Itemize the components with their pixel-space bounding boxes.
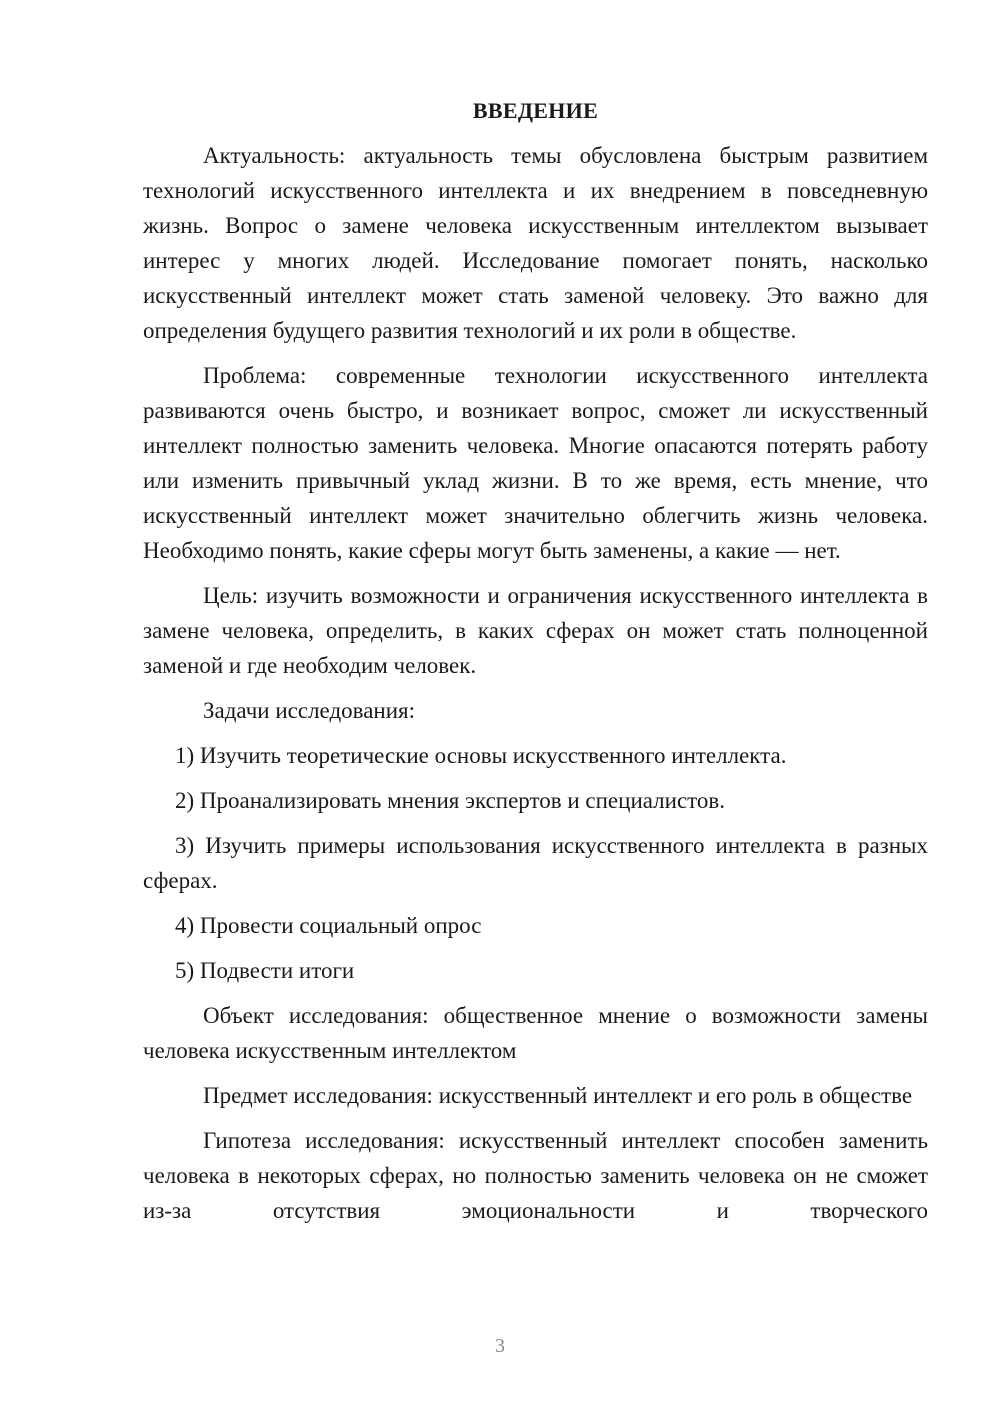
task-item-3: 3) Изучить примеры использования искусственного интеллекта в разных сферах. xyxy=(143,833,928,893)
problem-paragraph: Проблема: современные технологии искусственного интеллекта развиваются очень быстро, и возникает вопрос, сможет ли искусственный интеллект полностью заменить человека. Многие опасаются потерять работу или изменить привычный уклад жизни. В то же время, есть мнение, что искусственный интеллект может значительно облегчить жизнь человека. Необходимо понять, какие сферы могут быть заменены, а какие — нет. xyxy=(143,363,928,563)
task-item-5: 5) Подвести итоги xyxy=(175,958,355,983)
hypothesis-paragraph: Гипотеза исследования: искусственный интеллект способен заменить человека в некоторых сферах, но полностью заменить человека он не сможет из-за отсутствия эмоциональности и творческого xyxy=(143,1128,928,1223)
subject-paragraph: Предмет исследования: искусственный интеллект и его роль в обществе xyxy=(203,1083,913,1108)
relevance-paragraph: Актуальность: актуальность темы обусловлена быстрым развитием технологий искусственного интеллекта и их внедрением в повседневную жизнь. Вопрос о замене человека искусственным интеллектом вызывает интерес у многих людей. Исследование помогает понять, насколько искусственный интеллект может стать заменой человеку. Это важно для определения будущего развития технологий и их роли в обществе. xyxy=(143,143,928,343)
task-item-4: 4) Провести социальный опрос xyxy=(175,913,482,938)
object-paragraph: Объект исследования: общественное мнение о возможности замены человека искусственным интеллектом xyxy=(143,1003,928,1063)
task-item-1: 1) Изучить теоретические основы искусственного интеллекта. xyxy=(175,743,787,768)
goal-paragraph: Цель: изучить возможности и ограничения искусственного интеллекта в замене человека, определить, в каких сферах он может стать полноценной заменой и где необходим человек. xyxy=(143,583,928,678)
task-item-2: 2) Проанализировать мнения экспертов и специалистов. xyxy=(175,788,726,813)
page-number: 3 xyxy=(495,1335,505,1357)
tasks-heading: Задачи исследования: xyxy=(203,698,416,723)
section-title: ВВЕДЕНИЕ xyxy=(472,98,599,123)
page-content xyxy=(143,94,928,1228)
